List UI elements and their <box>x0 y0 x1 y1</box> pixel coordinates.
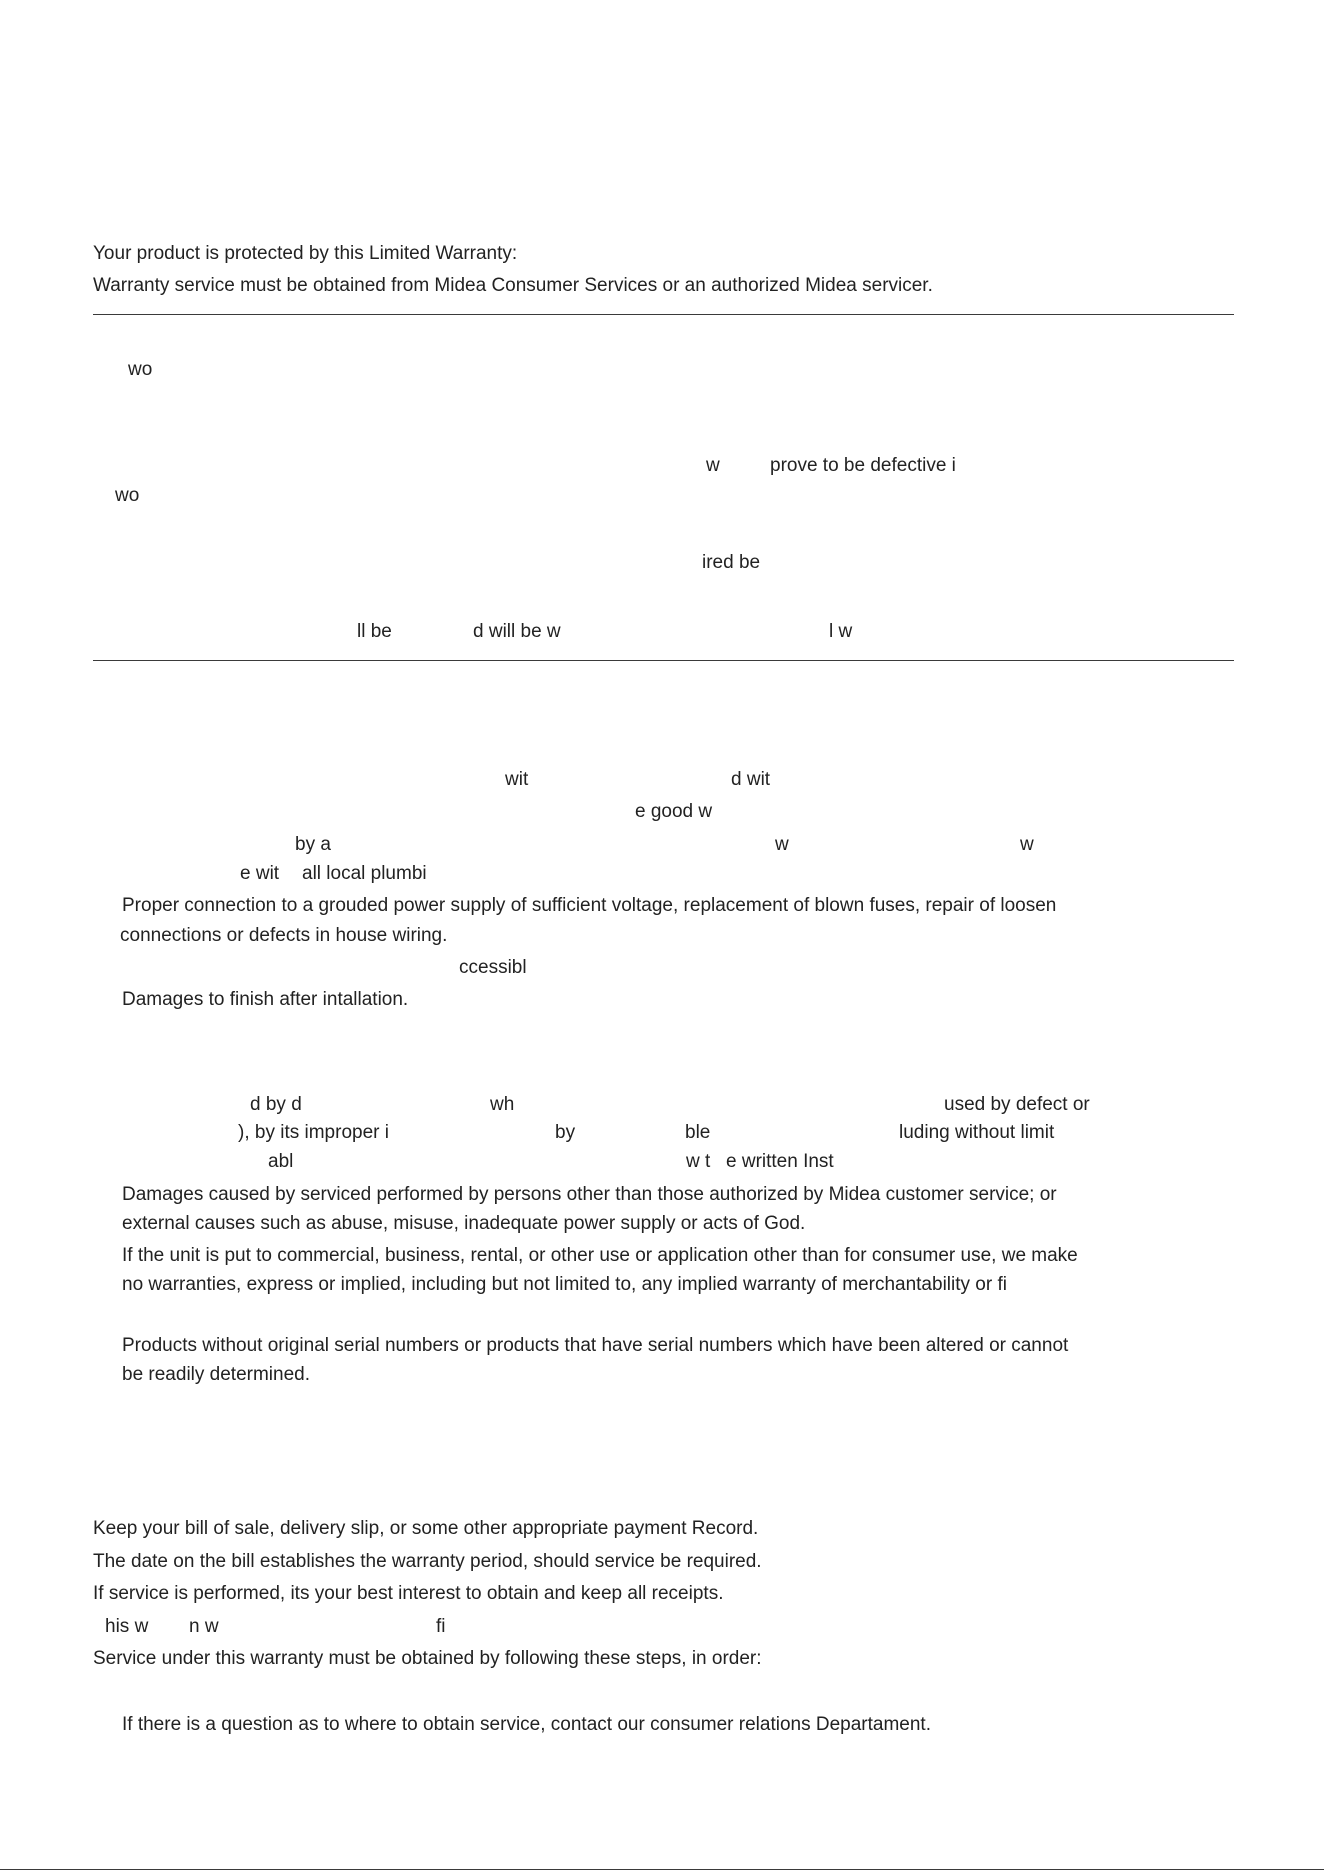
commercial-use-line-1: If the unit is put to commercial, business, rental, or other use or application other than for consumer use, we make <box>122 1245 1078 1266</box>
coverage-fragment: wo <box>128 359 153 380</box>
service-exclusion-line-1: Damages caused by serviced performed by persons other than those authorized by Midea customer service; or <box>122 1184 1057 1205</box>
coverage-fragment: prove to be defective i <box>770 455 956 476</box>
intro-line-2: Warranty service must be obtained from Midea Consumer Services or an authorized Midea servicer. <box>93 275 933 296</box>
not-covered-fragment: by a <box>295 834 331 855</box>
finish-damage-line: Damages to finish after intallation. <box>122 989 409 1010</box>
not-covered-fragment: ccessibl <box>459 957 527 978</box>
records-fragment: fi <box>436 1616 446 1637</box>
records-fragment: n w <box>189 1616 219 1637</box>
exclusion-fragment: abl <box>268 1151 294 1172</box>
not-covered-fragment: e good w <box>635 801 713 822</box>
consumer-relations-line: If there is a question as to where to obtain service, contact our consumer relations Departament. <box>122 1714 931 1735</box>
divider-middle <box>93 660 1234 661</box>
exclusion-fragment: luding without limit <box>899 1122 1055 1143</box>
exclusion-fragment: by <box>555 1122 576 1143</box>
coverage-fragment: ired be <box>702 552 761 573</box>
power-supply-line-1: Proper connection to a grouded power supply of sufficient voltage, replacement of blown fuses, repair of loosen <box>122 895 1057 916</box>
coverage-fragment: l w <box>829 621 853 642</box>
records-line-1: Keep your bill of sale, delivery slip, or some other appropriate payment Record. <box>93 1518 759 1539</box>
not-covered-fragment: all local plumbi <box>302 863 427 884</box>
not-covered-fragment: w <box>775 834 789 855</box>
coverage-fragment: w <box>706 455 720 476</box>
not-covered-fragment: d wit <box>731 769 771 790</box>
records-line-2: The date on the bill establishes the warranty period, should service be required. <box>93 1551 762 1572</box>
intro-line-1: Your product is protected by this Limited Warranty: <box>93 243 518 264</box>
exclusion-fragment: w t <box>686 1151 711 1172</box>
service-steps-line: Service under this warranty must be obtained by following these steps, in order: <box>93 1648 762 1669</box>
records-fragment: his w <box>105 1616 149 1637</box>
serial-number-line-1: Products without original serial numbers or products that have serial numbers which have been altered or cannot <box>122 1335 1069 1356</box>
coverage-fragment: ll be <box>357 621 392 642</box>
exclusion-fragment: ), by its improper i <box>238 1122 389 1143</box>
exclusion-fragment: used by defect or <box>944 1094 1090 1115</box>
not-covered-fragment: e wit <box>240 863 280 884</box>
service-exclusion-line-2: external causes such as abuse, misuse, inadequate power supply or acts of God. <box>122 1213 806 1234</box>
serial-number-line-2: be readily determined. <box>122 1364 310 1385</box>
records-line-3: If service is performed, its your best interest to obtain and keep all receipts. <box>93 1583 724 1604</box>
exclusion-fragment: wh <box>490 1094 515 1115</box>
divider-top <box>93 314 1234 315</box>
not-covered-fragment: w <box>1020 834 1034 855</box>
power-supply-line-2: connections or defects in house wiring. <box>120 925 448 946</box>
exclusion-fragment: d by d <box>250 1094 302 1115</box>
commercial-use-line-2: no warranties, express or implied, including but not limited to, any implied warranty of merchantability or fi <box>122 1274 1007 1295</box>
exclusion-fragment: e written Inst <box>726 1151 834 1172</box>
coverage-fragment: wo <box>115 485 140 506</box>
page-bottom-edge <box>0 1869 1324 1870</box>
not-covered-fragment: wit <box>505 769 529 790</box>
coverage-fragment: d will be w <box>473 621 561 642</box>
exclusion-fragment: ble <box>685 1122 711 1143</box>
